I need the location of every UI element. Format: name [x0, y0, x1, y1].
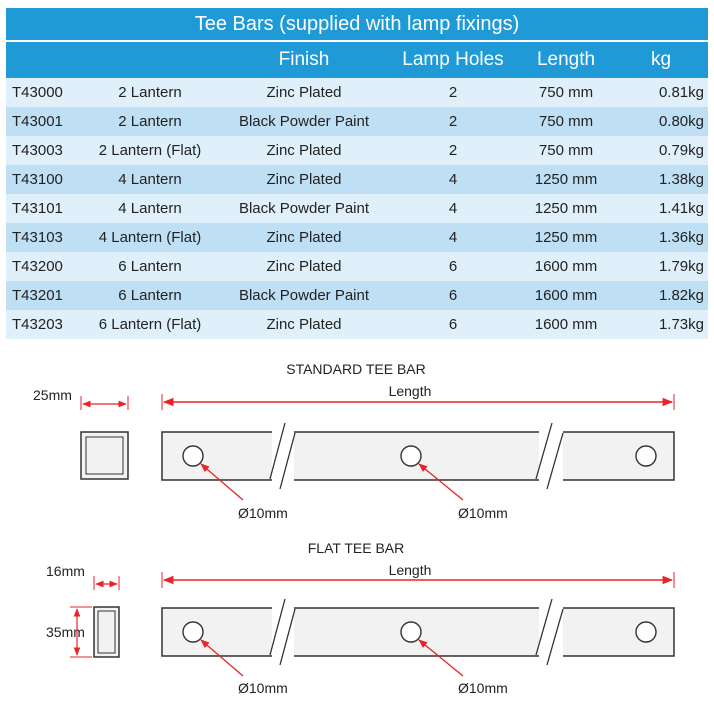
cell-lamp-holes: 2: [448, 113, 458, 130]
table-row: [6, 107, 708, 136]
cell-length: 750 mm: [538, 113, 594, 130]
cell-type: 2 Lantern: [118, 113, 182, 130]
cell-length: 750 mm: [538, 84, 594, 101]
cell-code: T43201: [12, 287, 63, 304]
cell-type: 2 Lantern (Flat): [98, 142, 202, 159]
header-finish: Finish: [278, 49, 330, 70]
table-row: [6, 281, 708, 310]
cell-length: 1600 mm: [534, 258, 598, 275]
cell-kg: 1.41kg: [658, 200, 704, 217]
cell-code: T43203: [12, 316, 63, 333]
standard-hole-label: Ø10mm: [458, 505, 508, 521]
cell-length: 1250 mm: [534, 171, 598, 188]
standard-title: STANDARD TEE BAR: [286, 361, 426, 377]
cell-kg: 1.36kg: [658, 229, 704, 246]
flat-length-label: Length: [388, 562, 432, 578]
tee-bar-diagram: [0, 350, 714, 709]
cell-lamp-holes: 2: [448, 142, 458, 159]
standard-cross-section: [81, 432, 128, 479]
cell-finish: Zinc Plated: [266, 258, 342, 275]
cell-type: 4 Lantern: [118, 200, 182, 217]
cell-lamp-holes: 6: [448, 258, 458, 275]
table-row: [6, 252, 708, 281]
standard-hole-label: Ø10mm: [238, 505, 288, 521]
flat-hole-label: Ø10mm: [238, 680, 288, 696]
cell-length: 1600 mm: [534, 316, 598, 333]
flat-hole-icon: [401, 622, 421, 642]
standard-length-label: Length: [388, 383, 432, 399]
cell-kg: 1.38kg: [658, 171, 704, 188]
flat-hole-label: Ø10mm: [458, 680, 508, 696]
cell-length: 1250 mm: [534, 200, 598, 217]
cell-type: 2 Lantern: [118, 84, 182, 101]
cell-kg: 0.81kg: [658, 84, 704, 101]
cell-kg: 0.79kg: [658, 142, 704, 159]
flat-hole-icon: [183, 622, 203, 642]
cell-finish: Zinc Plated: [266, 142, 342, 159]
cell-type: 6 Lantern: [118, 287, 182, 304]
flat-height-label: 35mm: [46, 624, 85, 640]
flat-hole-icon: [636, 622, 656, 642]
cell-type: 4 Lantern: [118, 171, 182, 188]
cell-code: T43103: [12, 229, 63, 246]
cell-finish: Zinc Plated: [266, 316, 342, 333]
spec-table: [6, 8, 708, 339]
cell-kg: 0.80kg: [658, 113, 704, 130]
cell-length: 1250 mm: [534, 229, 598, 246]
table-row: [6, 136, 708, 165]
flat-title: FLAT TEE BAR: [307, 540, 405, 556]
flat-tee-bar: [46, 540, 674, 696]
cell-kg: 1.73kg: [658, 316, 704, 333]
cell-lamp-holes: 2: [448, 84, 458, 101]
table-title: Tee Bars (supplied with lamp fixings): [6, 8, 708, 40]
cell-lamp-holes: 6: [448, 287, 458, 304]
cell-lamp-holes: 4: [448, 171, 458, 188]
header-length: Length: [536, 49, 596, 70]
cell-code: T43003: [12, 142, 63, 159]
cell-kg: 1.82kg: [658, 287, 704, 304]
table-row: [6, 310, 708, 339]
header-kg: kg: [650, 49, 672, 70]
cell-finish: Black Powder Paint: [238, 200, 370, 217]
table-header-row: [6, 42, 708, 78]
cell-code: T43000: [12, 84, 63, 101]
cell-code: T43100: [12, 171, 63, 188]
cell-length: 1600 mm: [534, 287, 598, 304]
table-row: [6, 194, 708, 223]
cell-kg: 1.79kg: [658, 258, 704, 275]
cell-length: 750 mm: [538, 142, 594, 159]
cell-finish: Zinc Plated: [266, 229, 342, 246]
cell-type: 6 Lantern (Flat): [98, 316, 202, 333]
standard-tee-bar: [33, 361, 674, 521]
table-row: [6, 78, 708, 107]
standard-hole-icon: [636, 446, 656, 466]
table-row: [6, 223, 708, 252]
table-body: [6, 78, 708, 339]
flat-width-label: 16mm: [46, 563, 85, 579]
cell-lamp-holes: 4: [448, 200, 458, 217]
cell-lamp-holes: 4: [448, 229, 458, 246]
cell-finish: Zinc Plated: [266, 171, 342, 188]
cell-code: T43001: [12, 113, 63, 130]
cell-finish: Zinc Plated: [266, 84, 342, 101]
cell-finish: Black Powder Paint: [238, 113, 370, 130]
cell-code: T43200: [12, 258, 63, 275]
table-row: [6, 165, 708, 194]
cell-code: T43101: [12, 200, 63, 217]
cell-type: 4 Lantern (Flat): [98, 229, 202, 246]
standard-hole-icon: [401, 446, 421, 466]
standard-width-label: 25mm: [33, 387, 72, 403]
cell-finish: Black Powder Paint: [238, 287, 370, 304]
cell-type: 6 Lantern: [118, 258, 182, 275]
standard-hole-icon: [183, 446, 203, 466]
cell-lamp-holes: 6: [448, 316, 458, 333]
header-lamp-holes: Lamp Holes: [402, 49, 504, 70]
